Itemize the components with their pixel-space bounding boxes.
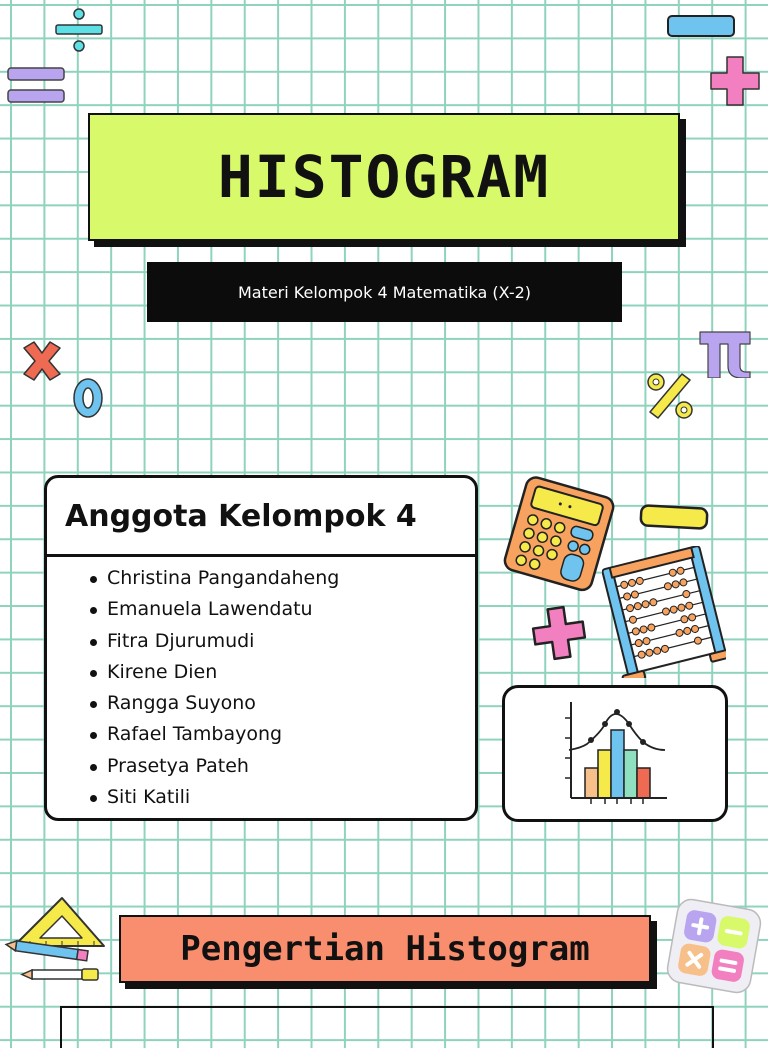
histogram-chart-icon (505, 688, 725, 819)
times-icon (18, 338, 66, 384)
histogram-icon-card (502, 685, 728, 822)
list-item: Christina Pangandaheng (87, 563, 475, 594)
member-list (47, 557, 475, 813)
subtitle-bar (147, 262, 622, 322)
plus-icon (708, 54, 762, 108)
list-item: Siti Katili (87, 782, 475, 813)
pi-icon (696, 326, 754, 378)
list-item: Rangga Suyono (87, 688, 475, 719)
list-item: Kirene Dien (87, 657, 475, 688)
list-item: Rafael Tambayong (87, 719, 475, 750)
abacus-icon (602, 546, 726, 678)
minus-icon (638, 502, 710, 534)
members-card (44, 475, 478, 821)
list-item: Emanuela Lawendatu (87, 594, 475, 625)
section-title: Pengertian Histogram (180, 929, 590, 969)
content-frame (60, 1006, 714, 1048)
minus-icon (666, 14, 736, 40)
divide-icon (52, 4, 106, 56)
calculator-buttons-icon (664, 896, 764, 996)
page-title: HISTOGRAM (217, 143, 551, 211)
plus-icon (530, 604, 588, 662)
members-card-header (47, 478, 475, 557)
pencil-icon (2, 938, 102, 988)
percent-icon (644, 370, 696, 422)
list-item: Fitra Djurumudi (87, 626, 475, 657)
list-item: Prasetya Pateh (87, 751, 475, 782)
subtitle: Materi Kelompok 4 Matematika (X-2) (237, 282, 532, 302)
equals-icon (6, 66, 66, 106)
section-banner (119, 915, 651, 983)
title-banner (88, 113, 680, 241)
zero-icon (68, 374, 108, 424)
members-heading: Anggota Kelompok 4 (65, 498, 417, 534)
